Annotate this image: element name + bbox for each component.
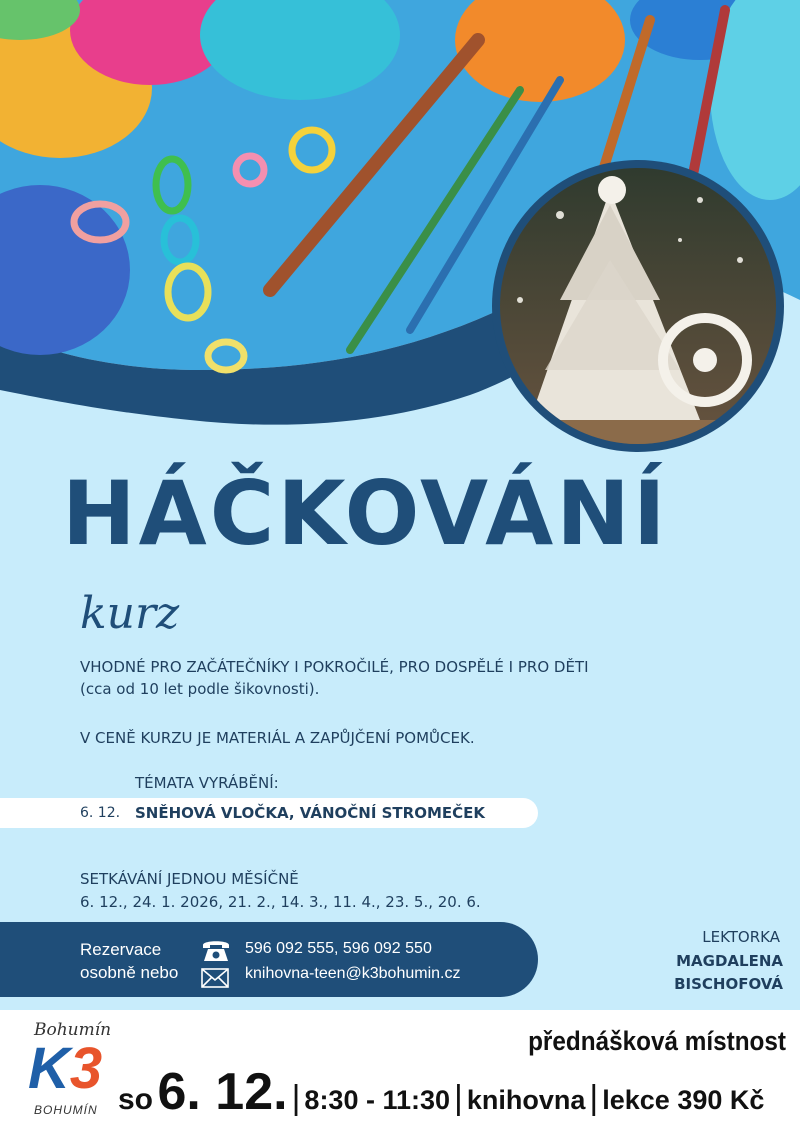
reservation-label-line-1: Rezervace: [80, 940, 162, 959]
logo-three: 3: [69, 1036, 103, 1101]
logo-k: K: [28, 1036, 70, 1101]
phone-icon: [200, 937, 232, 963]
reservation-email[interactable]: knihovna-teen@k3bohumin.cz: [245, 965, 461, 982]
divider: |: [454, 1079, 463, 1117]
course-title: HÁČKOVÁNÍ: [62, 462, 669, 565]
topics-heading: TÉMATA VYRÁBĚNÍ:: [135, 774, 279, 792]
price-includes-note: V CENĚ KURZU JE MATERIÁL A ZAPŮJČENÍ POMŮCEK.: [80, 729, 475, 747]
lecturer-first-name: MAGDALENA: [676, 952, 783, 970]
event-price: lekce 390 Kč: [602, 1085, 765, 1115]
event-place: knihovna: [466, 1085, 586, 1115]
description-line-2: (cca od 10 let podle šikovnosti).: [80, 680, 320, 698]
meetings-heading: SETKÁVÁNÍ JEDNOU MĚSÍČNĚ: [80, 870, 299, 888]
course-description: [80, 656, 760, 700]
divider: |: [589, 1079, 599, 1117]
topic-date: 6. 12.: [80, 805, 121, 821]
event-date: 6. 12.: [157, 1063, 288, 1121]
reservation-label-line-2: osobně nebo: [80, 963, 179, 982]
reservation-label: [80, 938, 210, 984]
course-subtitle: kurz: [80, 588, 180, 639]
event-details-line: [118, 1062, 788, 1122]
lecturer-heading: LEKTORKA: [702, 928, 780, 946]
logo-city: BOHUMÍN: [34, 1103, 98, 1117]
reservation-phone[interactable]: 596 092 555, 596 092 550: [245, 940, 432, 957]
topic-name: SNĚHOVÁ VLOČKA, VÁNOČNÍ STROMEČEK: [135, 804, 486, 822]
meetings-dates: 6. 12., 24. 1. 2026, 21. 2., 14. 3., 11. 4., 23. 5., 20. 6.: [80, 893, 481, 911]
k3-logo: [28, 1036, 103, 1101]
lecturer-last-name: BISCHOFOVÁ: [674, 975, 783, 993]
event-day: so: [118, 1083, 154, 1116]
logo-script-text: Bohumín: [34, 1020, 112, 1040]
event-time: 8:30 - 11:30: [304, 1085, 451, 1115]
lecturer-name: [600, 950, 783, 996]
description-line-1: VHODNÉ PRO ZAČÁTEČNÍKY I POKROČILÉ, PRO DOSPĚLÉ I PRO DĚTI: [80, 658, 589, 676]
divider: |: [291, 1079, 301, 1117]
venue-room: přednášková místnost: [528, 1026, 786, 1056]
envelope-icon: [201, 968, 229, 988]
